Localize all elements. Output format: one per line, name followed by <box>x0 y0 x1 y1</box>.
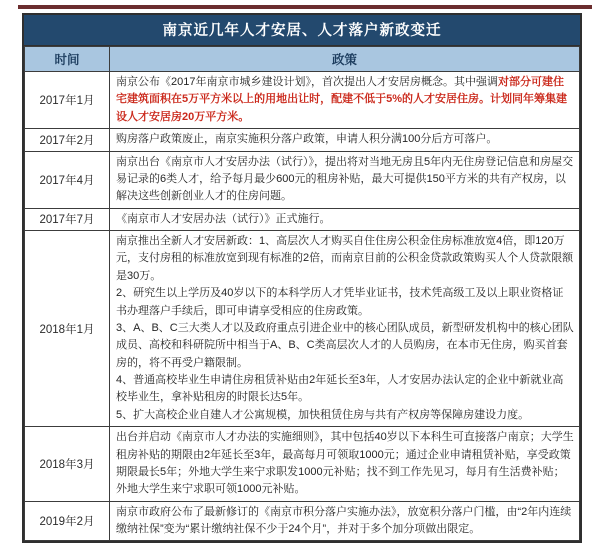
policy-table-body <box>25 72 580 541</box>
policy-paragraph <box>116 429 574 499</box>
policy-text: 南京出台《南京市人才安居办法（试行）》，提出将对当地无房且5年内无住房登记信息和房屋交易记录的6类人才，给予每月最少600元的租房补贴，最大可提供150平方米的共有产权房，以解决这些创新创业人才的住房问题。 <box>116 155 574 203</box>
policy-cell <box>110 129 580 151</box>
policy-text: 3、A、B、C三大类人才以及政府重点引进企业中的核心团队成员，新型研发机构中的核心团队成员、高校和科研院所中相当于A、B、C类高层次人才的人员购房，在本市无住房，购买首套房的，将不再受户籍限制。 <box>116 321 574 369</box>
policy-cell <box>110 72 580 129</box>
policy-text: 南京推出全新人才安居新政：1、高层次人才购买自住住房公积金住房标准放宽4倍，即120万元，支付房租的标准放宽到现有标准的2倍，而南京目前的公积金贷款政策购买人个人贷款限额是30万。 <box>116 235 574 282</box>
table-row <box>25 151 580 208</box>
date-cell: 2017年2月 <box>25 129 110 151</box>
date-cell: 2017年7月 <box>25 208 110 230</box>
policy-cell <box>110 501 580 541</box>
top-accent-bar <box>18 5 592 9</box>
table-row <box>25 501 580 541</box>
column-header-policy: 政策 <box>110 47 580 72</box>
column-header-time: 时间 <box>25 47 110 72</box>
date-cell: 2019年2月 <box>25 501 110 541</box>
policy-paragraph <box>116 233 574 285</box>
table-row <box>25 208 580 230</box>
policy-text: 购房落户政策废止，南京实施积分落户政策，申请人积分满100分后方可落户。 <box>116 133 498 146</box>
policy-paragraph <box>116 131 574 148</box>
policy-cell <box>110 427 580 502</box>
policy-cell <box>110 231 580 427</box>
policy-paragraph <box>116 504 574 539</box>
table-row <box>25 231 580 427</box>
policy-text: 2、研究生以上学历及40岁以下的本科学历人才凭毕业证书，技术凭高级工及以上职业资格证书办理落户手续后，即可申请享受相应的住房政策。 <box>116 287 564 317</box>
policy-paragraph <box>116 320 574 372</box>
table-row <box>25 129 580 151</box>
policy-paragraph <box>116 372 574 407</box>
policy-paragraph <box>116 407 574 424</box>
policy-timeline-table <box>24 46 580 541</box>
date-cell: 2017年4月 <box>25 151 110 208</box>
policy-paragraph <box>116 211 574 228</box>
policy-text: 4、普通高校毕业生申请住房租赁补贴由2年延长至3年，人才安居办法认定的企业中新就业高校毕业生，拿补贴租房的时限长达5年。 <box>116 374 564 404</box>
policy-text: 出台并启动《南京市人才办法的实施细则》，其中包括40岁以下本科生可直接落户南京；大学生租房补贴的期限由2年延长至3年，最高每月可领取1000元；通过企业申请租赁补贴，享受政策期限最长5年；外地大学生来宁求职发1000元补贴；找不到工作先见习，每月有生活费补贴；外地大学生来宁求职可领1000元补贴。 <box>116 431 574 496</box>
table-row <box>25 72 580 129</box>
policy-text: 5、扩大高校企业自建人才公寓规模，加快租赁住房与共有产权房等保障房建设力度。 <box>116 408 530 421</box>
policy-table <box>22 13 582 543</box>
table-title: 南京近几年人才安居、人才落户新政变迁 <box>24 15 580 46</box>
policy-cell <box>110 151 580 208</box>
policy-paragraph <box>116 74 574 126</box>
policy-paragraph <box>116 154 574 206</box>
policy-text: 《南京市人才安居办法（试行）》正式施行。 <box>116 212 331 225</box>
date-cell: 2018年1月 <box>25 231 110 427</box>
policy-text: 南京公布《2017年南京市城乡建设计划》，首次提出人才安居房概念。其中强调 <box>116 76 498 88</box>
table-row <box>25 427 580 502</box>
date-cell: 2017年1月 <box>25 72 110 129</box>
date-cell: 2018年3月 <box>25 427 110 502</box>
policy-text: 南京市政府公布了最新修订的《南京市积分落户实施办法》，放宽积分落户门槛，由“2年内连续缴纳社保”变为“累计缴纳社保不少于24个月”，并对于多个加分项做出限定。 <box>116 505 572 535</box>
policy-paragraph <box>116 285 574 320</box>
header-row <box>25 47 580 72</box>
highlighted-text: 对部分可建住宅建筑面积在5万平方米以上的用地出让时，配建不低于5%的人才安居住房。计划同年筹集建设人才安居房20万平方米。 <box>116 76 568 123</box>
policy-cell <box>110 208 580 230</box>
